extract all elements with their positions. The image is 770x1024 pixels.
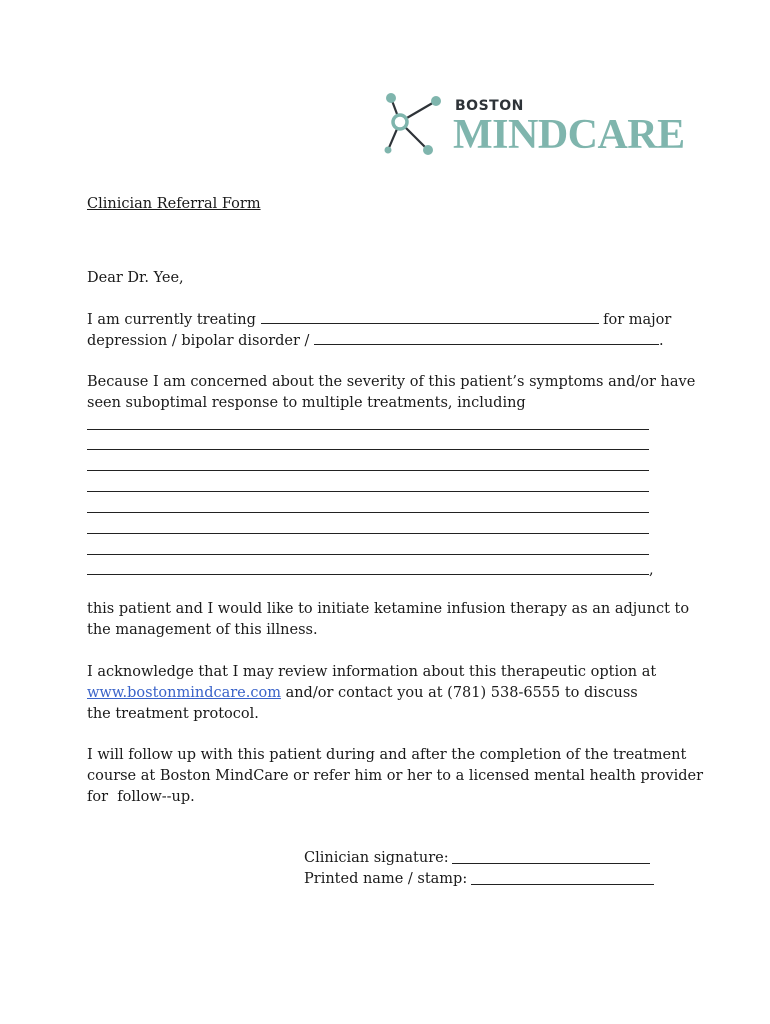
treatments-field-line[interactable] [87, 491, 649, 492]
printed-name-row [304, 869, 467, 890]
signature-field[interactable] [452, 850, 650, 864]
patient-line-1 [87, 310, 671, 331]
para5-line-2: course at Boston MindCare or refer him or her to a licensed mental health provider [87, 768, 704, 784]
treatments-field-line[interactable] [87, 533, 649, 534]
para2-line-1: Because I am concerned about the severity of this patient’s symptoms and/or have [87, 374, 696, 390]
text-segment: . [659, 333, 664, 349]
logo-mindcare-word: MINDCARE [453, 112, 685, 158]
diagnosis-field[interactable] [314, 331, 659, 345]
molecule-network-icon [380, 88, 456, 160]
salutation: Dear Dr. Yee, [87, 270, 184, 286]
treatments-field-line[interactable] [87, 429, 649, 430]
para2-line-2: seen suboptimal response to multiple treatments, including [87, 395, 526, 411]
para5-line-3: for follow--up. [87, 789, 195, 805]
printed-name-field[interactable] [471, 871, 654, 885]
para3-line-2: the management of this illness. [87, 622, 318, 638]
treatments-field-line[interactable] [87, 512, 649, 513]
signature-row [304, 848, 449, 869]
logo-boston-text: BOSTON [455, 98, 524, 114]
text-segment: for major [598, 312, 672, 328]
logo-mindcare-text [453, 114, 685, 156]
form-title: Clinician Referral Form [87, 196, 261, 212]
text-segment: depression / bipolar disorder / [87, 333, 315, 349]
boston-mindcare-logo [380, 88, 685, 160]
treatments-field-line[interactable] [87, 574, 649, 575]
para4-line-2 [87, 683, 638, 704]
para3-line-1: this patient and I would like to initiate ketamine infusion therapy as an adjunct to [87, 601, 690, 617]
patient-line-2 [87, 331, 664, 352]
para5-line-1: I will follow up with this patient during and after the completion of the treatment [87, 747, 687, 763]
treatments-field-line[interactable] [87, 554, 649, 555]
website-link[interactable]: www.bostonmindcare.com [87, 685, 281, 701]
trailing-comma: , [649, 562, 654, 578]
para4-line-1: I acknowledge that I may review information about this therapeutic option at [87, 664, 657, 680]
printed-name-label: Printed name / stamp: [304, 871, 468, 887]
treatments-field-line[interactable] [87, 449, 649, 450]
para4-line-3: the treatment protocol. [87, 706, 259, 722]
text-segment: I am currently treating [87, 312, 261, 328]
text-segment: and/or contact you at (781) 538-6555 to discuss [280, 685, 638, 701]
signature-label: Clinician signature: [304, 850, 449, 866]
treatments-field-line[interactable] [87, 470, 649, 471]
patient-name-field[interactable] [261, 310, 599, 324]
